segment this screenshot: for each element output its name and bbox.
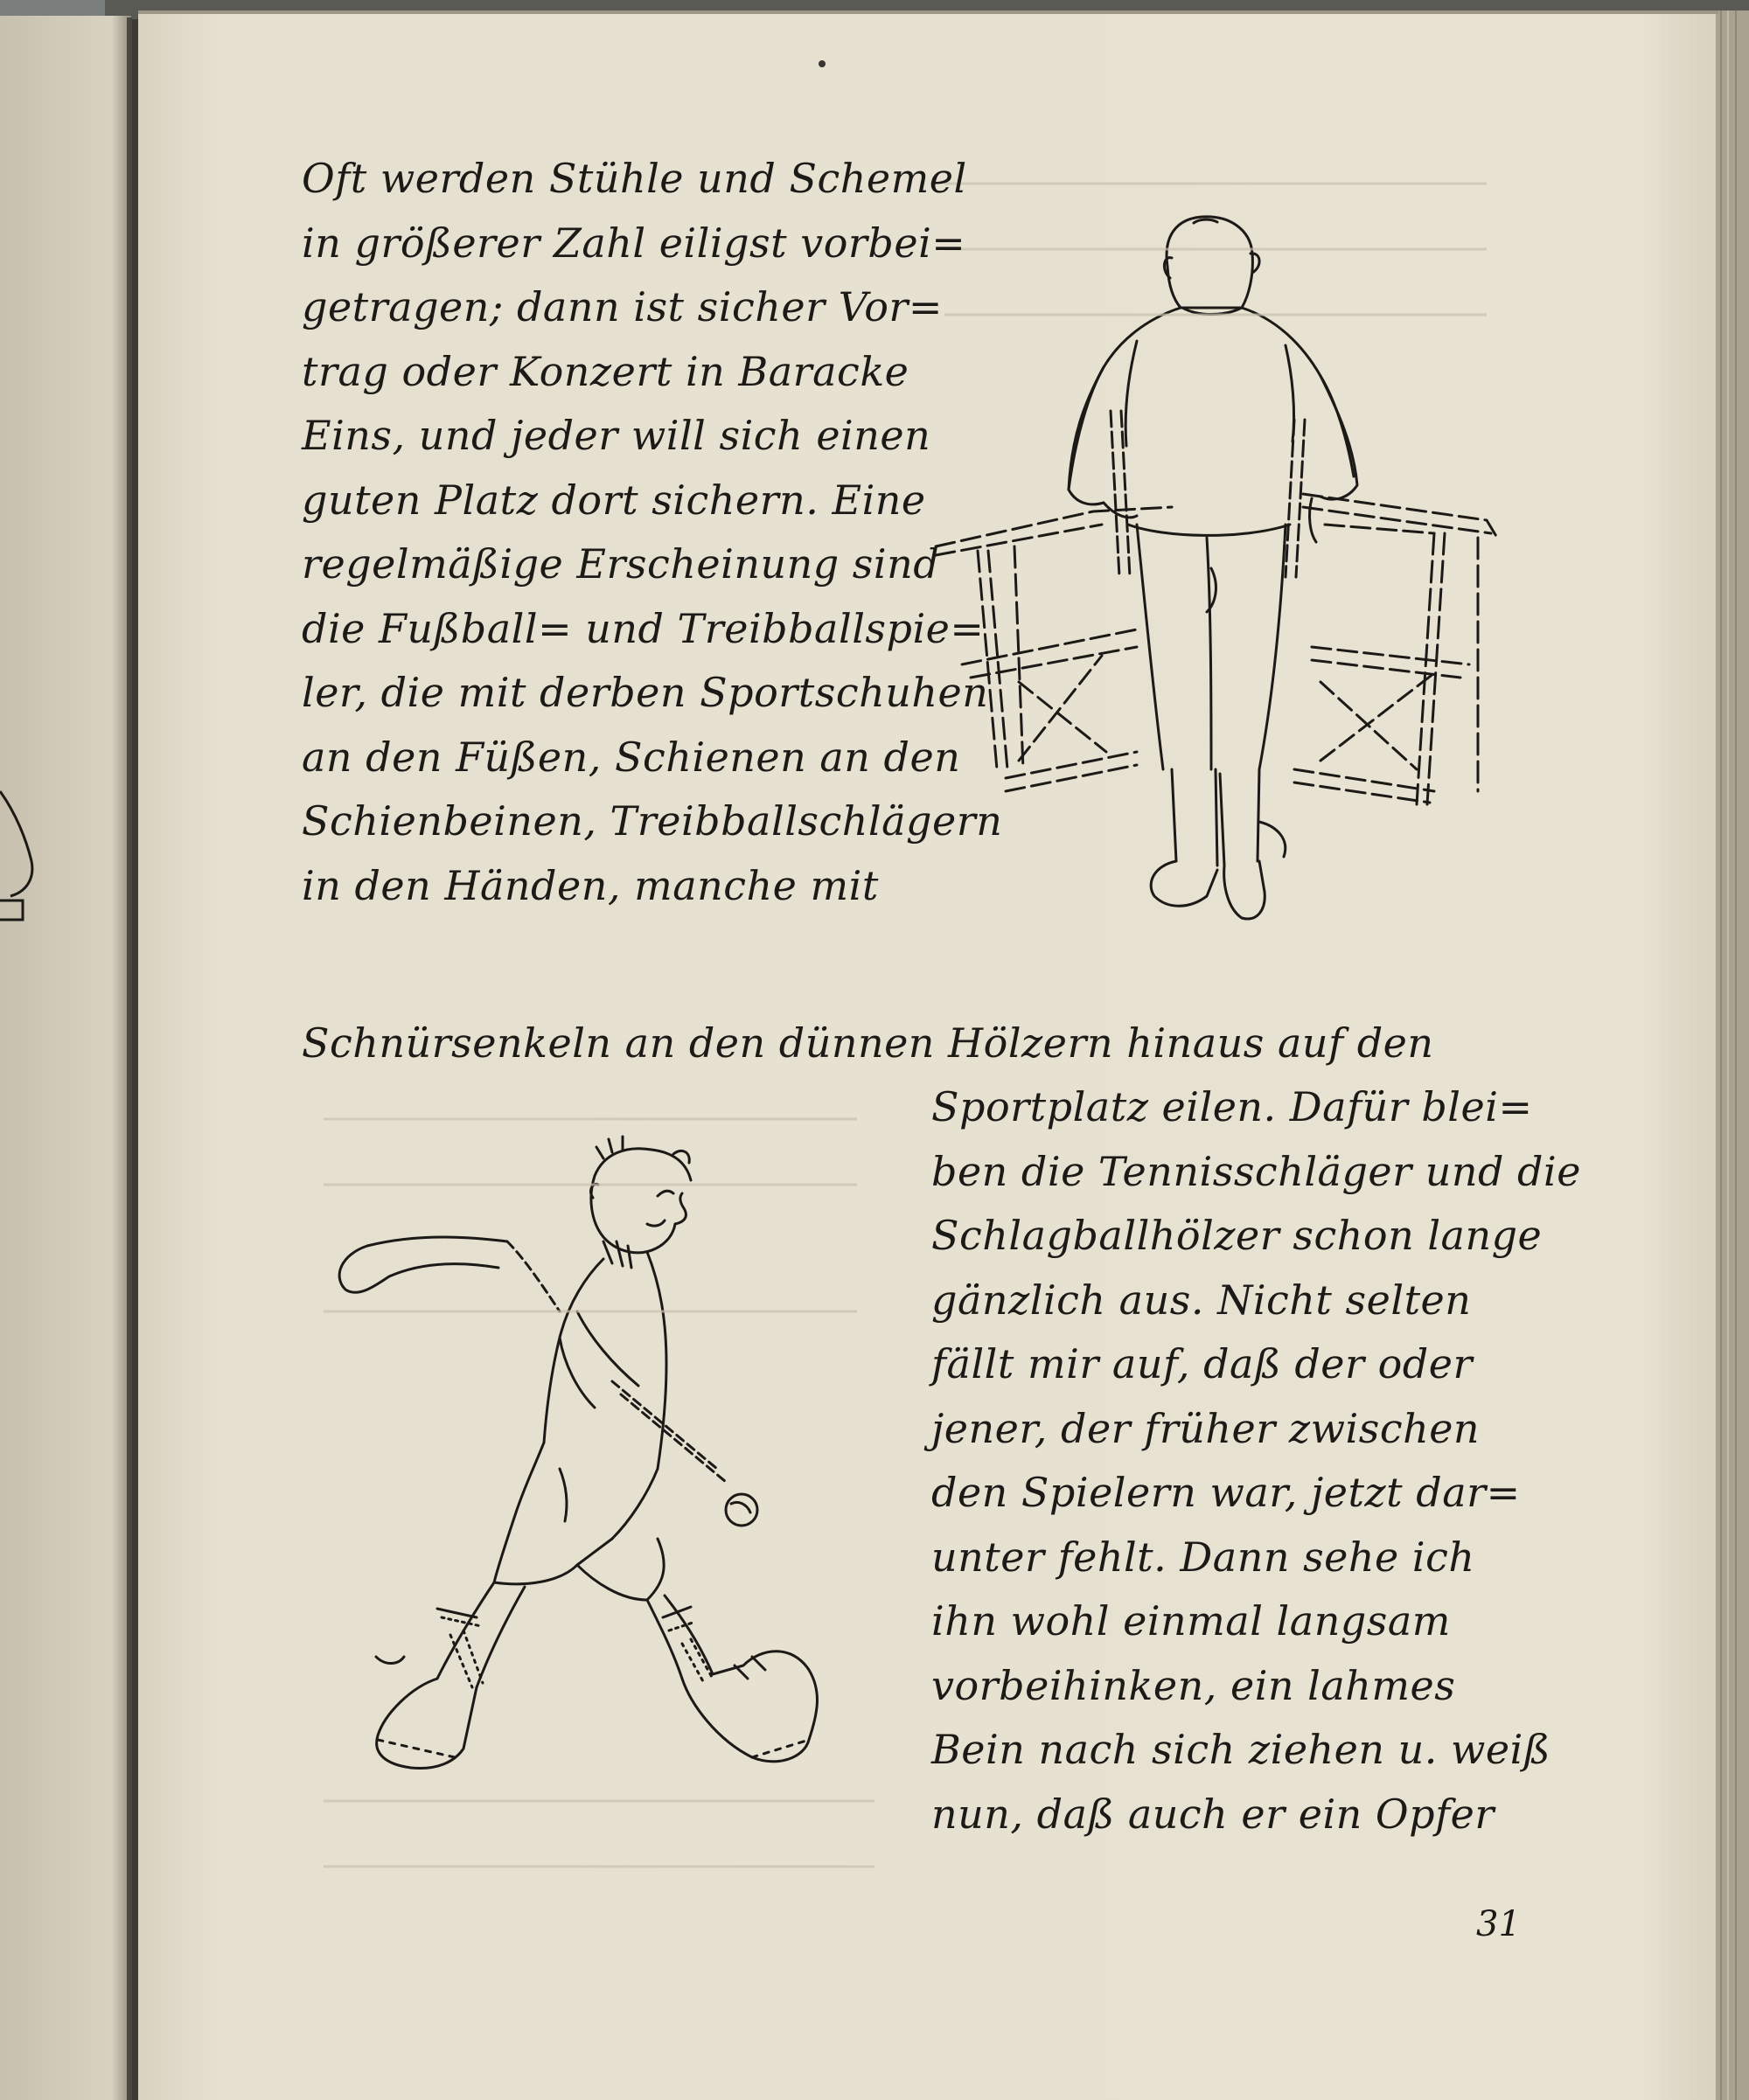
text-line: Schlagballhölzer schon lange <box>931 1212 1543 1259</box>
text-line: Schienbeinen, Treibballschlägern <box>302 797 1003 845</box>
text-line: ihn wohl einmal langsam <box>931 1597 1451 1645</box>
text-line: getragen; dann ist sicher Vor= <box>302 283 943 330</box>
middle-text-line: Schnürsenkeln an den dünnen Hölzern hinaus auf den <box>302 1019 1434 1067</box>
ink-dot <box>819 60 826 67</box>
text-line: Eins, und jeder will sich einen <box>302 412 931 459</box>
text-line: die Fußball= und Treibballspie= <box>302 604 985 652</box>
text-line: ler, die mit derben Sportschuhen <box>302 669 989 716</box>
text-line: Sportplatz eilen. Dafür blei= <box>931 1083 1533 1130</box>
left-text-block <box>302 147 1003 918</box>
text-line: in größerer Zahl eiligst vorbei= <box>302 219 966 267</box>
left-page <box>0 16 131 2100</box>
text-line: Oft werden Stühle und Schemel <box>302 155 967 202</box>
text-line: ben die Tennisschläger und die <box>931 1147 1581 1195</box>
text-line: fällt mir auf, daß der oder <box>931 1340 1473 1387</box>
text-line: regelmäßige Erscheinung sind <box>302 540 940 588</box>
text-line: in den Händen, manche mit <box>302 861 879 909</box>
text-line: guten Platz dort sichern. Eine <box>302 476 926 524</box>
text-line: Bein nach sich ziehen u. weiß <box>931 1726 1551 1773</box>
text-line: jener, der früher zwischen <box>931 1404 1481 1452</box>
text-line: vorbeihinken, ein lahmes <box>931 1661 1456 1709</box>
text-line: an den Füßen, Schienen an den <box>302 733 961 781</box>
text-line: gänzlich aus. Nicht selten <box>931 1276 1472 1324</box>
text-line: nun, daß auch er ein Opfer <box>931 1790 1495 1838</box>
page-number: 31 <box>1476 1904 1521 1944</box>
text-line: trag oder Konzert in Baracke <box>302 347 909 395</box>
text-line: den Spielern war, jetzt dar= <box>931 1469 1521 1516</box>
right-text-block <box>931 1075 1581 1846</box>
text-line: unter fehlt. Dann sehe ich <box>931 1533 1475 1581</box>
